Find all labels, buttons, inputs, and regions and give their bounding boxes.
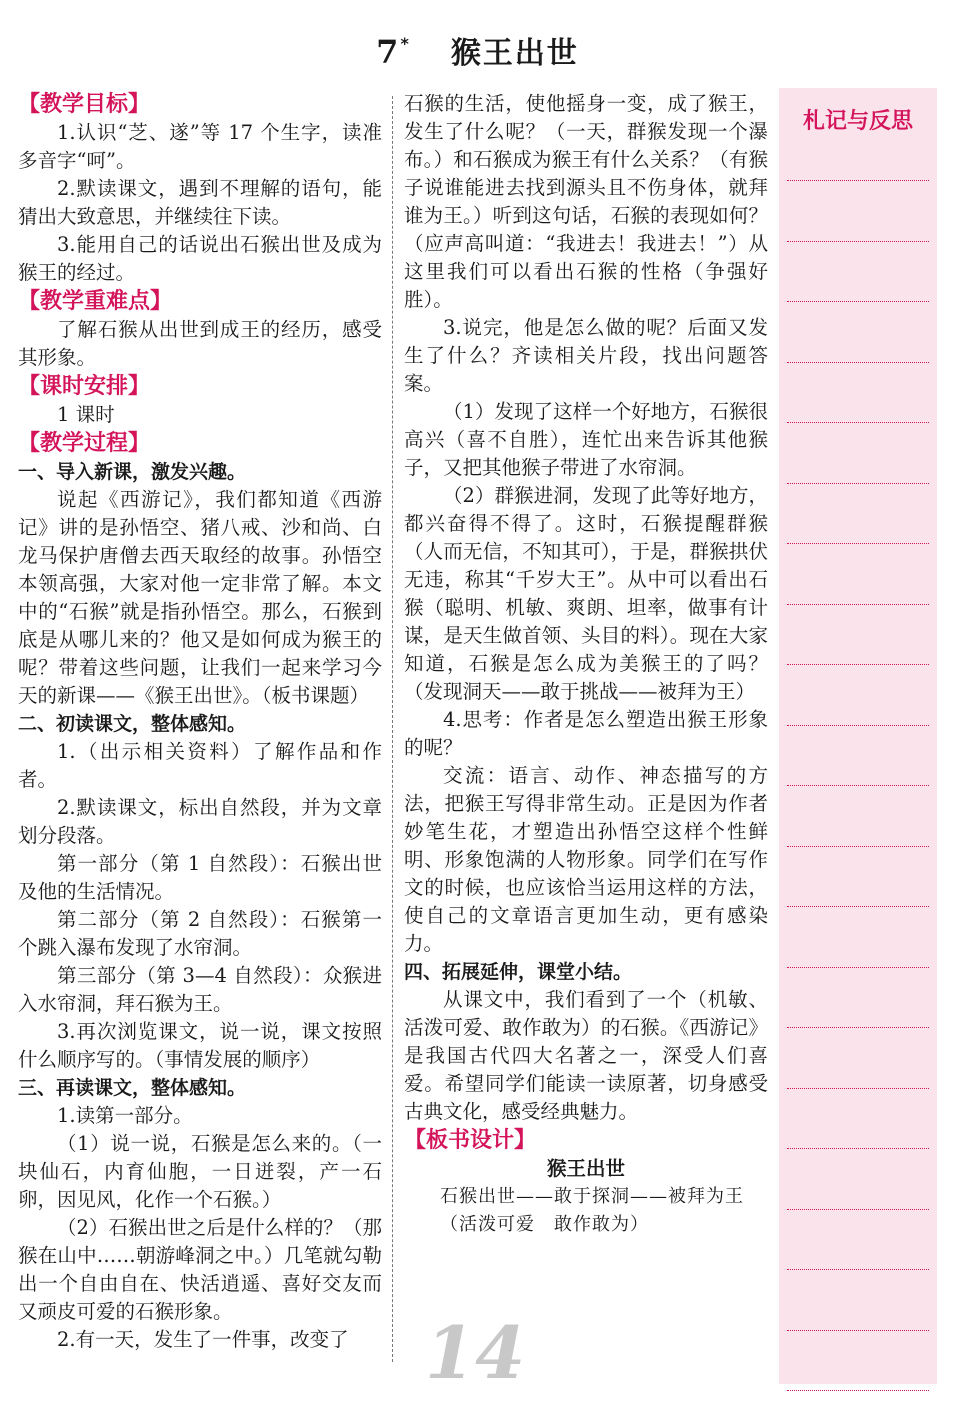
key-points-text: 了解石猴从出世到成王的经历，感受其形象。 [18, 318, 382, 369]
heading-schedule: 【课时安排】 [18, 374, 151, 399]
page-number: 14 [425, 1310, 526, 1395]
notes-line [787, 1088, 929, 1089]
section-1-text: 说起《西游记》，我们都知道《西游记》讲的是孙悟空、猪八戒、沙和尚、白龙马保护唐僧去西天取经的故事。孙悟空本领高强，大家对他一定非常了解。本文中的“石猴”就是指孙悟空。那么，石猴到底是从哪儿来的？他又是如何成为猴王的呢？带着这些问题，让我们一起来学习今天的新课——《猴王出世》。（板书课题） [18, 488, 382, 707]
notes-line [787, 241, 929, 242]
notes-line [787, 1390, 929, 1391]
notes-line [787, 362, 929, 363]
goal-2: 2.默读课文，遇到不理解的语句，能猜出大致意思，并继续往下读。 [18, 177, 382, 228]
heading-goals: 【教学目标】 [18, 92, 151, 117]
mid-paragraph-6: 交流：语言、动作、神态描写的方法，把猴王写得非常生动。正是因为作者妙笔生花，才塑造出孙悟空这样个性鲜明、形象饱满的人物形象。同学们在写作文的时候，也应该恰当运用这样的方法，使自己的文章语言更加生动，更有感染力。 [404, 764, 768, 955]
notes-sidebar-title: 札记与反思 [802, 109, 913, 134]
notes-sidebar [779, 88, 937, 1384]
section-2-item-2: 2.默读课文，标出自然段，并为文章划分段落。 [18, 796, 382, 847]
goal-3: 3.能用自己的话说出石猴出世及成为猴王的经过。 [18, 233, 382, 284]
notes-line [787, 1148, 929, 1149]
notes-line [787, 1027, 929, 1028]
goal-1: 1.认识“芝、遂”等 17 个生字，读准多音字“呵”。 [18, 121, 382, 172]
section-2-item-1: 1.（出示相关资料）了解作品和作者。 [18, 740, 382, 791]
heading-board-design: 【板书设计】 [404, 1128, 537, 1153]
middle-column [404, 90, 768, 1239]
lesson-title [0, 28, 955, 72]
part-1-text: 第一部分（第 1 自然段）：石猴出世及他的生活情况。 [18, 852, 382, 903]
board-line-2: （活泼可爱 敢作敢为） [440, 1214, 649, 1235]
part-3-text: 第三部分（第 3—4 自然段）：众猴进入水帘洞，拜石猴为王。 [18, 964, 382, 1015]
column-divider [392, 96, 393, 1362]
lesson-number: 7 [376, 33, 401, 71]
mid-paragraph-4: （2）群猴进洞，发现了此等好地方，都兴奋得不得了。这时，石猴提醒群猴（人而无信，不知其可），于是，群猴拱伏无违，称其“千岁大王”。从中可以看出石猴（聪明、机敏、爽朗、坦率，做事有计谋，是天生做首领、头目的料）。现在大家知道，石猴是怎么成为美猴王的了吗？（发现洞天——敢于挑战——被拜为王） [404, 484, 768, 703]
notes-line [787, 301, 929, 302]
schedule-text: 1 课时 [57, 403, 115, 426]
mid-paragraph-5: 4.思考：作者是怎么塑造出猴王形象的呢？ [404, 708, 768, 759]
mid-paragraph-3: （1）发现了这样一个好地方，石猴很高兴（喜不自胜），连忙出来告诉其他猴子，又把其他猴子带进了水帘洞。 [404, 400, 768, 479]
section-3-item-1: 1.读第一部分。 [57, 1104, 193, 1127]
notes-line [787, 967, 929, 968]
heading-process: 【教学过程】 [18, 431, 151, 456]
notes-line [787, 725, 929, 726]
notes-line [787, 906, 929, 907]
notes-line [787, 180, 929, 181]
board-line-1: 石猴出世——敢于探洞——被拜为王 [440, 1186, 744, 1207]
notes-line [787, 1209, 929, 1210]
section-2-title: 二、初读课文，整体感知。 [18, 713, 247, 735]
optional-lesson-mark: * [400, 34, 411, 53]
notes-line [787, 604, 929, 605]
notes-line [787, 785, 929, 786]
section-1-title: 一、导入新课，激发兴趣。 [18, 461, 247, 483]
mid-paragraph-1: 石猴的生活，使他摇身一变，成了猴王，发生了什么呢？（一天，群猴发现一个瀑布。）和石猴成为猴王有什么关系？（有猴子说谁能进去找到源头且不伤身体，就拜谁为王。）听到这句话，石猴的表现如何？（应声高叫道：“我进去！我进去！”）从这里我们可以看出石猴的性格（争强好胜）。 [404, 92, 768, 311]
mid-paragraph-2: 3.说完，他是怎么做的呢？后面又发生了什么？齐读相关片段，找出问题答案。 [404, 316, 768, 395]
lesson-title-text: 猴王出世 [450, 36, 579, 71]
heading-key-points: 【教学重难点】 [18, 289, 173, 314]
section-3-item-2: 2.有一天，发生了一件事，改变了 [57, 1328, 349, 1351]
notes-line [787, 422, 929, 423]
notes-line [787, 664, 929, 665]
section-3-item-1b: （2）石猴出世之后是什么样的？（那猴在山中……朝游峰洞之中。）几笔就勾勒出一个自由自在、快活逍遥、喜好交友而又顽皮可爱的石猴形象。 [18, 1216, 382, 1323]
notes-line [787, 1269, 929, 1270]
notes-line [787, 1330, 929, 1331]
part-2-text: 第二部分（第 2 自然段）：石猴第一个跳入瀑布发现了水帘洞。 [18, 908, 382, 959]
notes-line [787, 483, 929, 484]
mid-paragraph-7: 从课文中，我们看到了一个（机敏、活泼可爱、敢作敢为）的石猴。《西游记》是我国古代四大名著之一，深受人们喜爱。希望同学们能读一读原著，切身感受古典文化，感受经典魅力。 [404, 988, 768, 1123]
notes-line [787, 846, 929, 847]
section-2-item-3: 3.再次浏览课文，说一说，课文按照什么顺序写的。（事情发展的顺序） [18, 1020, 382, 1071]
section-4-title: 四、拓展延伸，课堂小结。 [404, 961, 633, 983]
left-column [18, 90, 382, 1354]
section-3-item-1a: （1）说一说，石猴是怎么来的。（一块仙石，内育仙胞，一日迸裂，产一石卵，因见风，化作一个石猴。） [18, 1132, 382, 1211]
board-title: 猴王出世 [546, 1157, 625, 1180]
notes-line [787, 543, 929, 544]
section-3-title: 三、再读课文，整体感知。 [18, 1077, 247, 1099]
